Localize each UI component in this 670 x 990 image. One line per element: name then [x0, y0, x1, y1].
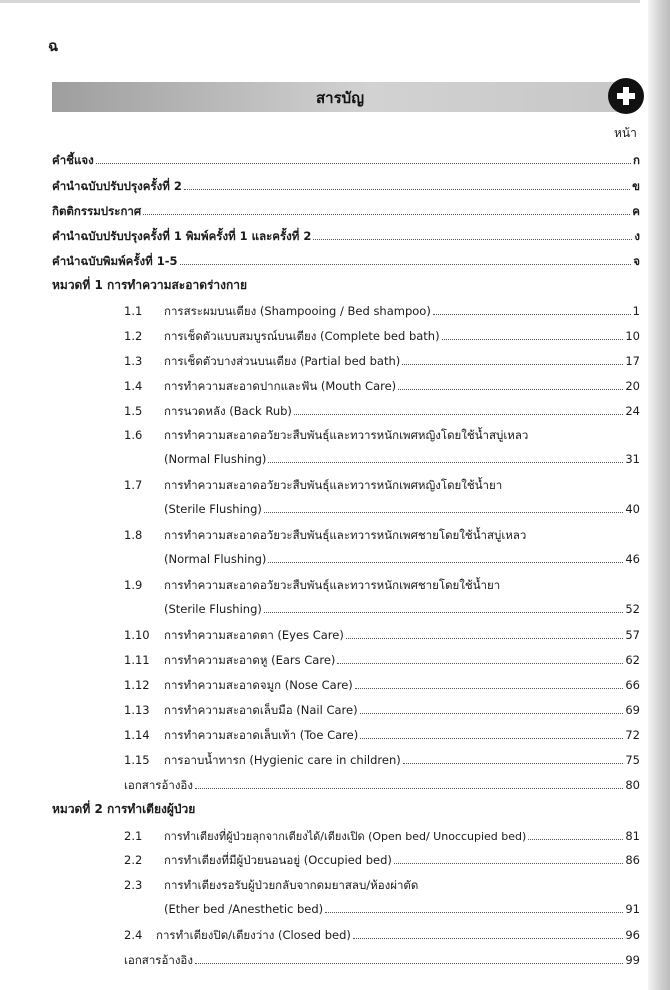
leader-dots	[195, 963, 623, 964]
toc-entry-number: 1.14	[124, 728, 150, 742]
leader-dots	[442, 339, 624, 340]
toc-entry-label: เอกสารอ้างอิง	[124, 778, 193, 792]
toc-entry[interactable]	[124, 752, 640, 770]
toc-entry-page: 1	[632, 304, 640, 318]
toc-entry-label: การทำความสะอาดหู (Ears Care)	[164, 653, 336, 667]
toc-entry-number: 1.9	[124, 578, 143, 592]
toc-entry[interactable]	[124, 353, 640, 371]
toc-entry-continuation[interactable]	[164, 602, 640, 616]
chapter-2-heading[interactable]: หมวดที่ 2 การทำเตียงผู้ป่วย	[52, 802, 196, 816]
toc-entry-label-cont: (Sterile Flushing)	[164, 502, 262, 516]
leader-dots	[403, 763, 624, 764]
toc-entry-references[interactable]	[124, 777, 640, 795]
leader-dots	[528, 839, 623, 840]
toc-entry[interactable]	[124, 702, 640, 720]
toc-entry-label-cont: (Sterile Flushing)	[164, 602, 262, 616]
toc-entry-first-line[interactable]	[124, 527, 526, 545]
toc-entry[interactable]	[124, 403, 640, 421]
leader-dots	[264, 612, 623, 613]
leader-dots	[264, 512, 623, 513]
toc-entry-page: จ	[633, 254, 640, 268]
toc-entry-label-cont: (Normal Flushing)	[164, 452, 267, 466]
toc-entry-label: การนวดหลัง (Back Rub)	[164, 404, 292, 418]
toc-entry-number: 1.2	[124, 329, 143, 343]
toc-entry-number: 1.10	[124, 628, 150, 642]
toc-entry-page: 66	[625, 678, 640, 692]
toc-entry-label: การสระผมบนเตียง (Shampooing / Bed shampoo)	[164, 304, 431, 318]
toc-entry[interactable]	[52, 203, 640, 221]
toc-entry-page: 40	[625, 502, 640, 516]
toc-title: สารบัญ	[316, 89, 364, 107]
toc-entry-label: การเช็ดตัวบางส่วนบนเตียง (Partial bed bath)	[164, 354, 401, 368]
toc-entry-page: 52	[625, 602, 640, 616]
leader-dots	[313, 239, 632, 240]
toc-entry-label: การทำเตียงรอรับผู้ป่วยกลับจากดมยาสลบ/ห้องผ่าตัด	[164, 878, 419, 892]
toc-entry-number: 1.11	[124, 653, 150, 667]
toc-entry-label: การทำความสะอาดจมูก (Nose Care)	[164, 678, 353, 692]
toc-entry-label: คำนำฉบับปรับปรุงครั้งที่ 1 พิมพ์ครั้งที่ 1 และครั้งที่ 2	[52, 229, 312, 243]
leader-dots	[294, 414, 623, 415]
toc-entry-first-line[interactable]	[124, 427, 528, 445]
leader-dots	[398, 389, 623, 390]
leader-dots	[360, 738, 623, 739]
toc-entry-page: ก	[633, 153, 640, 167]
chapter-1-heading[interactable]: หมวดที่ 1 การทำความสะอาดร่างกาย	[52, 278, 248, 292]
toc-entry-label: การเช็ดตัวแบบสมบูรณ์บนเตียง (Complete bed bath)	[164, 329, 440, 343]
toc-entry[interactable]	[124, 303, 640, 321]
toc-entry-label: การทำความสะอาดเล็บมือ (Nail Care)	[164, 703, 358, 717]
leader-dots	[180, 264, 632, 265]
toc-entry-page: 10	[625, 329, 640, 343]
toc-entry-page: 81	[625, 829, 640, 843]
toc-entry-page: 96	[625, 928, 640, 942]
toc-entry-first-line[interactable]	[124, 577, 500, 595]
leader-dots	[143, 214, 630, 215]
toc-entry-label: กิตติกรรมประกาศ	[52, 204, 142, 218]
toc-entry-label: การทำความสะอาดปากและฟัน (Mouth Care)	[164, 379, 397, 393]
toc-entry[interactable]	[52, 178, 640, 196]
toc-entry-continuation[interactable]	[164, 902, 640, 916]
leader-dots	[195, 788, 623, 789]
leader-dots	[337, 663, 623, 664]
toc-entry-label: คำนำฉบับพิมพ์ครั้งที่ 1-5	[52, 254, 178, 268]
top-rule	[0, 0, 640, 3]
toc-entry-continuation[interactable]	[164, 452, 640, 466]
toc-entry[interactable]	[52, 152, 640, 170]
toc-entry-number: 2.2	[124, 853, 143, 867]
toc-entry-number: 1.3	[124, 354, 143, 368]
toc-entry-label-cont: (Normal Flushing)	[164, 552, 267, 566]
toc-entry-page: 80	[625, 778, 640, 792]
toc-entry[interactable]	[124, 627, 640, 645]
toc-entry-label: การทำความสะอาดตา (Eyes Care)	[164, 628, 344, 642]
leader-dots	[402, 364, 623, 365]
plus-cross-icon	[608, 78, 644, 114]
toc-entry-number: 1.8	[124, 528, 143, 542]
toc-entry-first-line[interactable]	[124, 477, 502, 495]
toc-entry-number: 1.15	[124, 753, 150, 767]
toc-entry[interactable]	[124, 827, 640, 845]
leader-dots	[268, 462, 623, 463]
toc-entry[interactable]	[124, 677, 640, 695]
toc-entry-number: 1.4	[124, 379, 143, 393]
toc-entry-page: 69	[625, 703, 640, 717]
leader-dots	[394, 863, 623, 864]
toc-entry[interactable]	[124, 652, 640, 670]
toc-banner	[52, 82, 628, 112]
page-column-header: หน้า	[614, 126, 637, 140]
toc-entry-number: 1.1	[124, 304, 143, 318]
toc-entry-page: 62	[625, 653, 640, 667]
toc-entry[interactable]	[124, 727, 640, 745]
toc-entry-page: 75	[625, 753, 640, 767]
toc-entry-continuation[interactable]	[164, 502, 640, 516]
toc-entry-page: 20	[625, 379, 640, 393]
toc-entry-page: ข	[632, 179, 640, 193]
toc-entry-label: การอาบน้ำทารก (Hygienic care in children)	[164, 753, 401, 767]
toc-entry-page: 24	[625, 404, 640, 418]
toc-entry-page: ค	[632, 204, 640, 218]
page-edge-shadow	[648, 0, 670, 990]
toc-entry-page: 86	[625, 853, 640, 867]
toc-entry-number: 1.6	[124, 428, 143, 442]
toc-entry-label: คำชี้แจง	[52, 153, 94, 167]
toc-entry[interactable]	[124, 328, 640, 346]
leader-dots	[184, 189, 630, 190]
toc-entry-number: 2.3	[124, 878, 143, 892]
leader-dots	[325, 912, 623, 913]
toc-entry-first-line[interactable]	[124, 877, 418, 895]
toc-entry-label: การทำเตียงที่ผู้ป่วยลุกจากเตียงได้/เตียงเปิด (Open bed/ Unoccupied bed)	[164, 830, 527, 843]
leader-dots	[360, 713, 624, 714]
toc-entry-label-cont: (Ether bed /Anesthetic bed)	[164, 902, 324, 916]
toc-entry-number: 1.5	[124, 404, 143, 418]
leader-dots	[433, 314, 631, 315]
leader-dots	[353, 938, 623, 939]
leader-dots	[346, 638, 624, 639]
toc-entry-page: 91	[625, 902, 640, 916]
toc-entry-label: การทำความสะอาดเล็บเท้า (Toe Care)	[164, 728, 359, 742]
toc-entry-page: 31	[625, 452, 640, 466]
toc-entry-references[interactable]	[124, 952, 640, 970]
toc-entry-label: คำนำฉบับปรับปรุงครั้งที่ 2	[52, 179, 182, 193]
toc-entry-label: การทำความสะอาดอวัยวะสืบพันธุ์และทวารหนักเพศชายโดยใช้น้ำสบู่เหลว	[164, 528, 527, 542]
toc-entry-label: การทำความสะอาดอวัยวะสืบพันธุ์และทวารหนักเพศหญิงโดยใช้น้ำสบู่เหลว	[164, 428, 529, 442]
leader-dots	[268, 562, 623, 563]
toc-entry-page: 17	[625, 354, 640, 368]
toc-entry-label: การทำเตียงปิด/เตียงว่าง (Closed bed)	[156, 928, 351, 942]
toc-entry[interactable]	[124, 852, 640, 870]
toc-entry-label: การทำความสะอาดอวัยวะสืบพันธุ์และทวารหนักเพศชายโดยใช้น้ำยา	[164, 578, 501, 592]
toc-entry[interactable]	[52, 228, 640, 246]
toc-entry-number: 1.12	[124, 678, 150, 692]
toc-entry-page: 46	[625, 552, 640, 566]
toc-entry-page: 57	[625, 628, 640, 642]
toc-entry-number: 2.1	[124, 829, 143, 843]
leader-dots	[96, 163, 631, 164]
toc-entry-page: 72	[625, 728, 640, 742]
toc-entry-continuation[interactable]	[164, 552, 640, 566]
toc-entry-label: การทำความสะอาดอวัยวะสืบพันธุ์และทวารหนักเพศหญิงโดยใช้น้ำยา	[164, 478, 503, 492]
toc-entry-label: เอกสารอ้างอิง	[124, 953, 193, 967]
toc-entry-label: การทำเตียงที่มีผู้ป่วยนอนอยู่ (Occupied bed)	[164, 853, 392, 867]
toc-entry-number: 1.7	[124, 478, 143, 492]
toc-entry-page: 99	[625, 953, 640, 967]
toc-entry-page: ง	[634, 229, 640, 243]
toc-entry[interactable]	[124, 927, 640, 945]
leader-dots	[355, 688, 624, 689]
page-number-letter: ฉ	[48, 37, 59, 55]
toc-entry[interactable]	[52, 253, 640, 271]
toc-entry-number: 1.13	[124, 703, 150, 717]
toc-entry[interactable]	[124, 378, 640, 396]
toc-entry-number: 2.4	[124, 928, 143, 942]
